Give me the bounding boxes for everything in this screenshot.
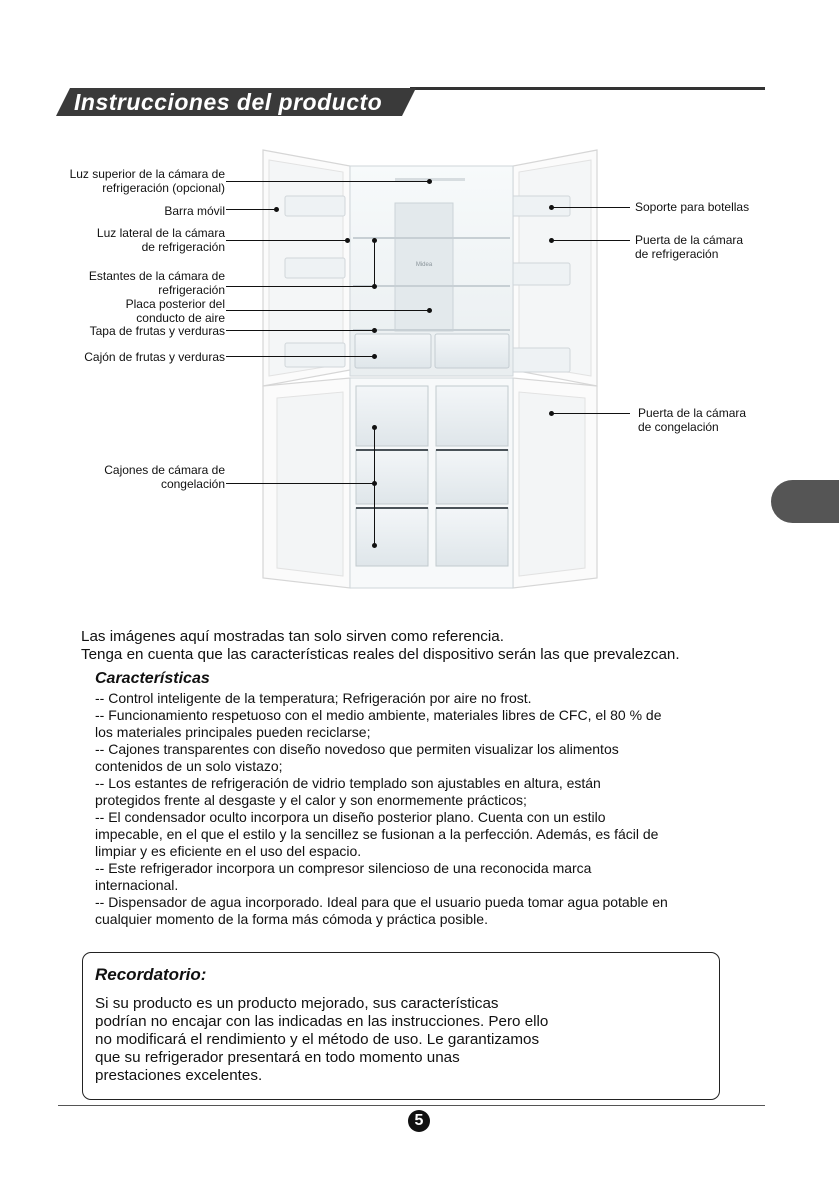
leader-line bbox=[226, 240, 347, 241]
leader-line bbox=[551, 207, 630, 208]
reference-note: Las imágenes aquí mostradas tan solo sirven como referencia. bbox=[81, 628, 504, 645]
feature-line: impecable, en el que el estilo y la sencillez se fusionan a la perfección. Además, es fácil de bbox=[95, 826, 659, 842]
leader-dot bbox=[345, 238, 350, 243]
reminder-line: podrían no encajar con las indicadas en las instrucciones. Pero ello bbox=[95, 1013, 549, 1030]
leader-line bbox=[226, 310, 429, 311]
leader-line bbox=[226, 330, 375, 331]
left-fridge-door bbox=[263, 150, 350, 386]
leader-dot bbox=[372, 328, 377, 333]
feature-line: los materiales principales pueden reciclarse; bbox=[95, 724, 371, 740]
leader-dot bbox=[427, 179, 432, 184]
label-estantes: Estantes de la cámara de refrigeración bbox=[88, 269, 225, 297]
reminder-line: prestaciones excelentes. bbox=[95, 1067, 263, 1084]
refrigerator-illustration bbox=[255, 148, 605, 613]
label-luz-lateral: Luz lateral de la cámara de refrigeración bbox=[96, 226, 225, 254]
feature-line: contenidos de un solo vistazo; bbox=[95, 758, 283, 774]
leader-dot bbox=[372, 238, 377, 243]
page-title: Instrucciones del producto bbox=[74, 89, 383, 115]
leader-dot bbox=[372, 543, 377, 548]
leader-line bbox=[226, 286, 375, 287]
label-placa: Placa posterior del conducto de aire bbox=[125, 297, 225, 325]
reminder-line: Si su producto es un producto mejorado, sus características bbox=[95, 995, 499, 1012]
feature-line: limpiar y es eficiente en el uso del espacio. bbox=[95, 843, 362, 859]
leader-dot bbox=[372, 425, 377, 430]
label-puerta-congelacion: Puerta de la cámara de congelación bbox=[638, 406, 747, 434]
section-tab bbox=[771, 480, 839, 523]
reminder-line: que su refrigerador presentará en todo momento unas bbox=[95, 1049, 460, 1066]
leader-line bbox=[551, 240, 630, 241]
leader-line bbox=[551, 413, 630, 414]
leader-dot bbox=[372, 284, 377, 289]
leader-dot bbox=[427, 308, 432, 313]
feature-line: -- Este refrigerador incorpora un compresor silencioso de una reconocida marca bbox=[95, 860, 592, 876]
page-number: 5 bbox=[408, 1110, 430, 1132]
feature-line: -- Control inteligente de la temperatura; Refrigeración por aire no frost. bbox=[95, 690, 532, 706]
label-luz-superior: Luz superior de la cámara de refrigeración (opcional) bbox=[69, 167, 225, 195]
label-cajon-frutas: Cajón de frutas y verduras bbox=[84, 350, 225, 364]
leader-dot bbox=[274, 207, 279, 212]
right-freezer-door bbox=[513, 378, 597, 588]
feature-line: -- Los estantes de refrigeración de vidrio templado son ajustables en altura, están bbox=[95, 775, 601, 791]
leader-dot bbox=[372, 354, 377, 359]
footer-rule bbox=[58, 1105, 765, 1106]
feature-line: cualquier momento de la forma más cómoda y práctica posible. bbox=[95, 911, 488, 927]
leader-line bbox=[226, 356, 375, 357]
leader-line bbox=[226, 209, 276, 210]
feature-line: -- Funcionamiento respetuoso con el medio ambiente, materiales libres de CFC, el 80 % de bbox=[95, 707, 662, 723]
leader-dot bbox=[372, 481, 377, 486]
feature-line: -- El condensador oculto incorpora un diseño posterior plano. Cuenta con un estilo bbox=[95, 809, 606, 825]
leader-bracket bbox=[374, 240, 375, 287]
leader-line bbox=[226, 181, 429, 182]
brand-mark: Midea bbox=[415, 262, 433, 268]
feature-line: -- Dispensador de agua incorporado. Ideal para que el usuario pueda tomar agua potable en bbox=[95, 894, 668, 910]
label-cajones-congelacion: Cajones de cámara de congelación bbox=[104, 463, 225, 491]
label-puerta-refrigeracion: Puerta de la cámara de refrigeración bbox=[635, 233, 744, 261]
label-barra-movil: Barra móvil bbox=[164, 204, 225, 218]
feature-line: -- Cajones transparentes con diseño novedoso que permiten visualizar los alimentos bbox=[95, 741, 619, 757]
right-fridge-door bbox=[510, 150, 597, 386]
header-rule bbox=[410, 87, 765, 90]
reference-note: Tenga en cuenta que las características reales del dispositivo serán las que prevalezcan. bbox=[81, 646, 680, 663]
leader-line bbox=[226, 483, 375, 484]
leader-bracket bbox=[374, 427, 375, 545]
feature-line: protegidos frente al desgaste y el calor y son enormemente prácticos; bbox=[95, 792, 527, 808]
reminder-line: no modificará el rendimiento y el método de uso. Le garantizamos bbox=[95, 1031, 540, 1048]
feature-line: internacional. bbox=[95, 877, 179, 893]
label-tapa: Tapa de frutas y verduras bbox=[89, 324, 225, 338]
reminder-title: Recordatorio: bbox=[95, 965, 207, 984]
label-soporte-botellas: Soporte para botellas bbox=[635, 200, 750, 214]
features-title: Características bbox=[95, 670, 210, 687]
